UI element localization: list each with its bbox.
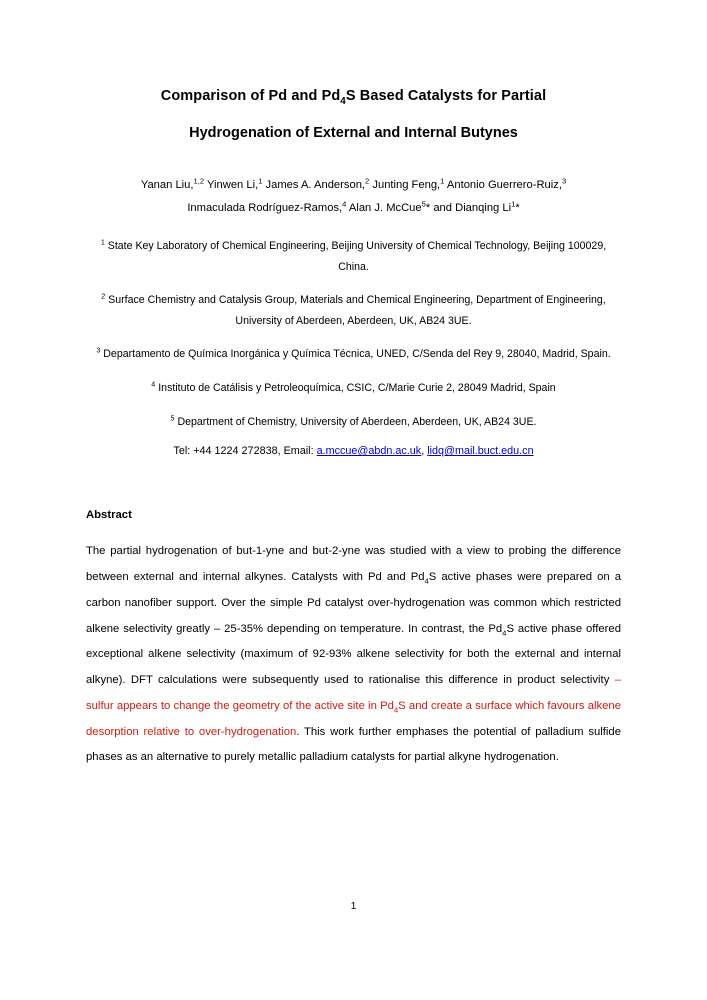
author-name: Yanan Liu, — [140, 178, 194, 191]
title-subscript-4: 4 — [340, 95, 346, 107]
author-affil-marker: 2 — [365, 176, 370, 186]
abstract-text-1: The partial hydrogenation of but-1-yne and but-2-yne was studied with a view to probing the difference between external and internal alkynes. Catalysts with Pd and Pd — [86, 545, 621, 584]
author-affil-marker: 1 — [440, 176, 445, 186]
author-affil-marker: 1 — [258, 176, 263, 186]
affiliation-marker: 5 — [170, 413, 175, 423]
page-title-line2: Hydrogenation of External and Internal Butynes — [189, 124, 518, 141]
author-affil-marker: 5 — [421, 199, 426, 209]
author-name: Antonio Guerrero-Ruiz, — [444, 178, 562, 191]
affiliation-item — [86, 378, 621, 399]
affiliation-list — [86, 236, 621, 433]
title-part-2: S Based Catalysts for Partial — [345, 88, 547, 104]
author-name: James A. Anderson, — [262, 178, 366, 191]
author-name: Junting Feng, — [369, 178, 441, 191]
email-link-lidq[interactable]: lidq@mail.buct.edu.cn — [427, 445, 534, 458]
abstract-heading: Abstract — [86, 509, 132, 522]
page-number: 1 — [350, 901, 357, 912]
abstract-text-4: . This work further emphases the potential of palladium sulfide phases as an alternative to purely metallic palladium catalysts for partial alkyne hydrogenation. — [86, 725, 621, 764]
abstract-subscript-1: 4 — [424, 576, 429, 586]
abstract-text-3: S active phase offered exceptional alkene selectivity (maximum of 92-93% alkene selectivity for both the external and internal alkyne). DFT calculations were subsequently used to rationalise this difference in product selectivity — [86, 622, 621, 687]
author-name: Inmaculada Rodríguez-Ramos, — [187, 201, 343, 214]
author-affil-marker: 1,2 — [193, 176, 205, 186]
contact-separator: , — [421, 445, 428, 458]
abstract-highlight-2: S and create a surface which favours alkene desorption relative to over-hydrogenation — [86, 699, 621, 738]
author-affil-marker: 1 — [511, 199, 516, 209]
affiliation-text: Instituto de Catálisis y Petroleoquímica, CSIC, C/Marie Curie 2, 28049 Madrid, Spain — [155, 382, 556, 395]
affiliation-item — [86, 412, 621, 433]
affiliation-item — [86, 344, 621, 365]
abstract-text-2: S active phases were prepared on a carbon nanofiber support. Over the simple Pd catalyst over-hydrogenation was common which restricted alkene selectivity greatly – 25-35% depending on temperature. In contrast, the Pd — [86, 571, 621, 635]
author-name: Yinwen Li, — [204, 178, 259, 191]
affiliation-item — [86, 290, 621, 331]
affiliation-marker: 1 — [100, 237, 105, 247]
affiliation-text: Department of Chemistry, University of Aberdeen, Aberdeen, UK, AB24 3UE. — [174, 415, 537, 428]
page-title — [86, 78, 621, 115]
contact-prefix: Tel: +44 1224 272838, Email: — [173, 445, 317, 458]
author-affil-marker: 4 — [342, 199, 347, 209]
email-link-mccue[interactable]: a.mccue@abdn.ac.uk — [316, 445, 422, 458]
corresponding-marker: * — [515, 201, 520, 214]
author-list — [86, 174, 621, 220]
abstract-highlight-1: – sulfur appears to change the geometry of the active site in Pd — [86, 674, 621, 712]
title-part-1: Comparison of Pd and Pd — [160, 88, 341, 104]
abstract-highlight-subscript: 4 — [393, 705, 399, 715]
affiliation-marker: 3 — [96, 345, 101, 355]
affiliation-marker: 4 — [151, 379, 156, 389]
affiliation-marker: 2 — [101, 291, 106, 301]
author-name: * and Dianqing Li — [425, 201, 512, 214]
author-affil-marker: 3 — [561, 176, 567, 186]
affiliation-text: Departamento de Química Inorgánica y Química Técnica, UNED, C/Senda del Rey 9, 28040, Madrid, Spain. — [100, 348, 611, 361]
affiliation-item — [86, 236, 621, 277]
affiliation-text: Surface Chemistry and Catalysis Group, Materials and Chemical Engineering, Department of Engineering, University of Aberdeen, Aberdeen, UK, AB24 3UE. — [105, 294, 606, 327]
contact-line — [86, 445, 621, 457]
affiliation-text: State Key Laboratory of Chemical Engineering, Beijing University of Chemical Technology, Beijing 100029, China. — [104, 239, 607, 273]
abstract-subscript-2: 4 — [502, 627, 507, 637]
author-name: Alan J. McCue — [346, 201, 422, 214]
author-line-2 — [86, 197, 621, 220]
author-line-1 — [86, 174, 621, 197]
abstract-paragraph — [86, 539, 621, 771]
